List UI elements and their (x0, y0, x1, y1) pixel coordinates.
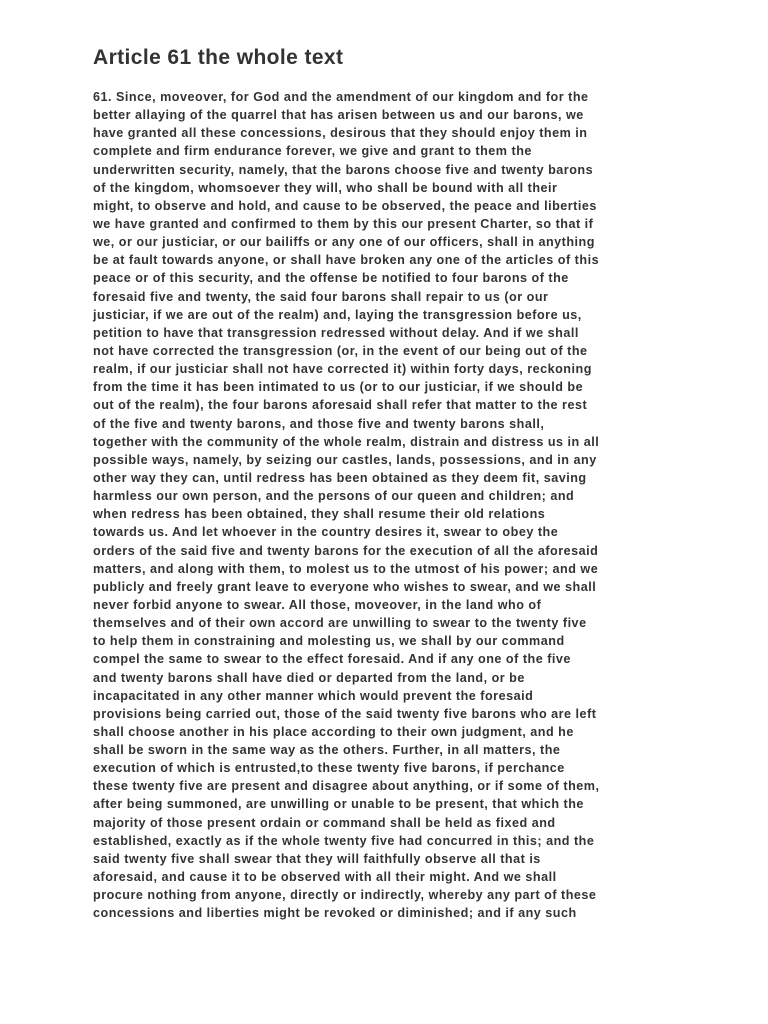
body-text-line: of the kingdom, whomsoever they will, who shall be bound with all their (93, 180, 558, 195)
body-text-line: from the time it has been intimated to us (or to our justiciar, if we should be (93, 380, 584, 395)
document-title: Article 61 the whole text (93, 46, 344, 69)
body-text-line: realm, if our justiciar shall not have corrected it) within forty days, reckoning (93, 362, 592, 377)
body-text-line: when redress has been obtained, they shall resume their old relations (93, 507, 546, 522)
body-text-line: said twenty five shall swear that they will faithfully observe all that is (93, 851, 541, 866)
body-text-line: shall be sworn in the same way as the others. Further, in all matters, the (93, 743, 561, 758)
body-text-line: never forbid anyone to swear. All those, moveover, in the land who of (93, 597, 542, 612)
body-text-line: foresaid five and twenty, the said four barons shall repair to us (or our (93, 289, 549, 304)
body-text-line: to help them in constraining and molesting us, we shall by our command (93, 634, 565, 649)
body-text-line: matters, and along with them, to molest us to the utmost of his power; and we (93, 561, 599, 576)
body-text-line: majority of those present ordain or command shall be held as fixed and (93, 815, 556, 830)
article-body (93, 88, 673, 922)
body-text-line: of the five and twenty barons, and those five and twenty barons shall, (93, 416, 545, 431)
body-text-line: peace or of this security, and the offense be notified to four barons of the (93, 271, 569, 286)
body-text-line: be at fault towards anyone, or shall have broken any one of the articles of this (93, 253, 600, 268)
body-text-line: out of the realm), the four barons aforesaid shall refer that matter to the rest (93, 398, 588, 413)
body-text-line: publicly and freely grant leave to everyone who wishes to swear, and we shall (93, 579, 597, 594)
body-text-line: shall choose another in his place according to their own judgment, and he (93, 724, 574, 739)
body-text-line: justiciar, if we are out of the realm) and, laying the transgression before us, (93, 307, 582, 322)
body-text-line: these twenty five are present and disagree about anything, or if some of them, (93, 779, 600, 794)
body-text-line: 61. Since, moveover, for God and the amendment of our kingdom and for the (93, 90, 589, 104)
body-text-line: petition to have that transgression redressed without delay. And if we shall (93, 325, 579, 340)
body-text-line: possible ways, namely, by seizing our castles, lands, possessions, and in any (93, 452, 597, 467)
body-text-line: towards us. And let whoever in the country desires it, swear to obey the (93, 525, 559, 540)
body-text-line: and twenty barons shall have died or departed from the land, or be (93, 670, 525, 685)
body-text-line: have granted all these concessions, desirous that they should enjoy them in (93, 126, 588, 141)
body-text-line: after being summoned, are unwilling or unable to be present, that which the (93, 797, 584, 812)
body-text-line: other way they can, until redress has been obtained as they deem fit, saving (93, 470, 587, 485)
body-text-line: aforesaid, and cause it to be observed with all their might. And we shall (93, 870, 557, 885)
body-text-line: better allaying of the quarrel that has arisen between us and our barons, we (93, 108, 584, 123)
body-text-line: execution of which is entrusted,to these twenty five barons, if perchance (93, 761, 565, 776)
body-text-line: not have corrected the transgression (or, in the event of our being out of the (93, 343, 588, 358)
body-text-line: procure nothing from anyone, directly or indirectly, whereby any part of these (93, 888, 597, 903)
body-text-line: provisions being carried out, those of the said twenty five barons who are left (93, 706, 597, 721)
body-text-line: we have granted and confirmed to them by this our present Charter, so that if (93, 216, 594, 231)
body-text-line: complete and firm endurance forever, we give and grant to them the (93, 144, 532, 159)
body-text-line: themselves and of their own accord are unwilling to swear to the twenty five (93, 616, 587, 631)
body-text-line: together with the community of the whole realm, distrain and distress us in all (93, 434, 600, 449)
body-text-line: established, exactly as if the whole twenty five had concurred in this; and the (93, 833, 595, 848)
body-text-line: might, to observe and hold, and cause to be observed, the peace and liberties (93, 198, 597, 213)
body-text-line: concessions and liberties might be revoked or diminished; and if any such (93, 906, 577, 921)
body-text-line: harmless our own person, and the persons of our queen and children; and (93, 489, 575, 504)
body-text-line: underwritten security, namely, that the barons choose five and twenty barons (93, 162, 594, 177)
body-text-line: compel the same to swear to the effect foresaid. And if any one of the five (93, 652, 571, 667)
body-text-line: orders of the said five and twenty barons for the execution of all the aforesaid (93, 543, 599, 558)
body-text-line: we, or our justiciar, or our bailiffs or any one of our officers, shall in anything (93, 235, 595, 250)
body-text-line: incapacitated in any other manner which would prevent the foresaid (93, 688, 534, 703)
